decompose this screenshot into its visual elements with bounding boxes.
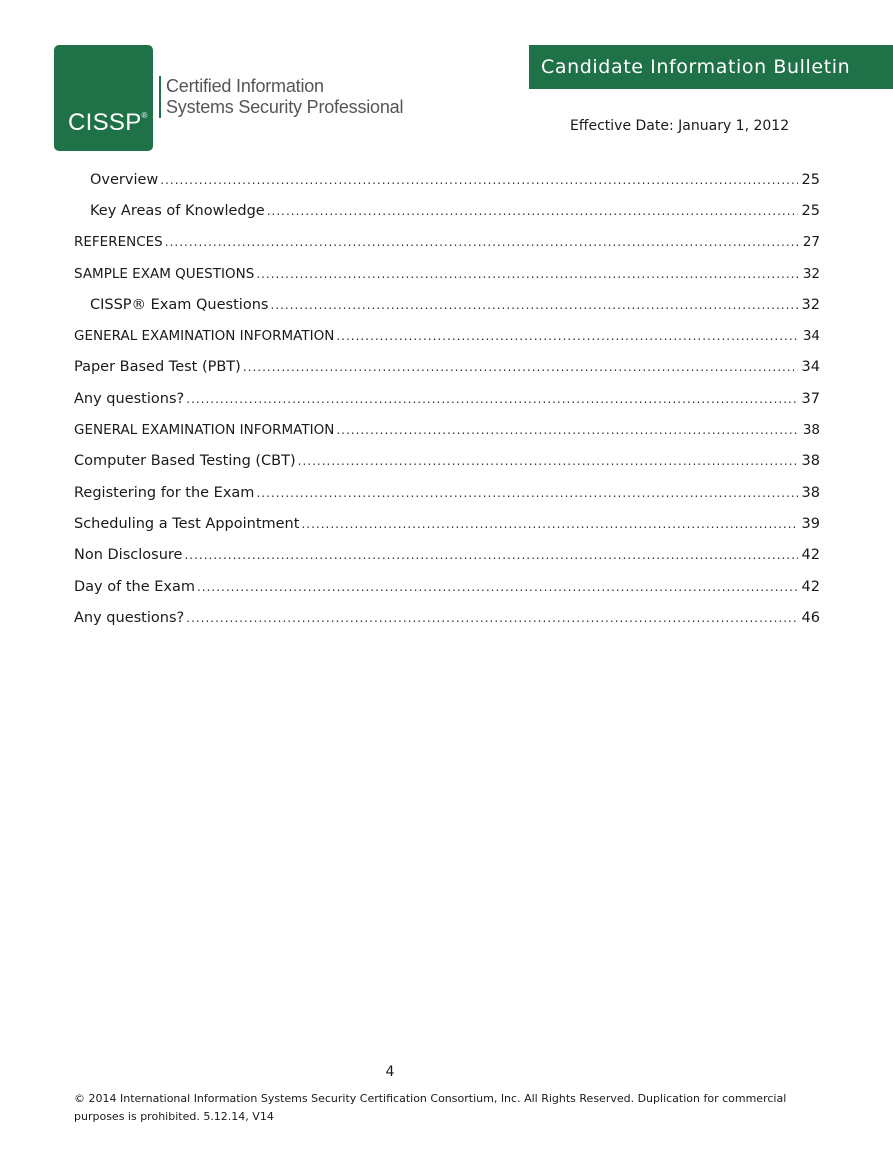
toc-entry-key-areas[interactable] (74, 195, 820, 226)
copyright-line1: © 2014 International Information Systems Security Certification Consortium, Inc. All Rights Reserved. Duplication for commercial (74, 1092, 787, 1105)
header-banner (529, 45, 893, 89)
toc-entry-references[interactable] (74, 227, 820, 258)
toc-entry-registering-for-exam[interactable] (74, 477, 820, 508)
copyright-line2: purposes is prohibited. 5.12.14, V14 (74, 1110, 274, 1123)
toc-dot-leader (336, 423, 799, 437)
toc-dot-leader (256, 267, 799, 281)
toc-entry-overview[interactable] (74, 164, 820, 195)
toc-entry-label: Computer Based Testing (CBT) (74, 453, 296, 470)
toc-dot-leader (184, 548, 797, 562)
toc-entry-label: SAMPLE EXAM QUESTIONS (74, 265, 255, 282)
toc-entry-cissp-exam-questions[interactable] (74, 289, 820, 320)
toc-entry-label: REFERENCES (74, 234, 163, 251)
effective-date: Effective Date: January 1, 2012 (570, 118, 790, 134)
toc-dot-leader (243, 360, 798, 374)
table-of-contents (74, 164, 820, 633)
toc-dot-leader (197, 580, 798, 594)
toc-entry-page: 34 (801, 359, 820, 376)
toc-entry-page: 32 (802, 265, 820, 282)
toc-entry-label: Any questions? (74, 390, 185, 407)
toc-entry-label: Any questions? (74, 609, 185, 626)
toc-entry-sample-exam-questions[interactable] (74, 258, 820, 289)
footer-copyright (74, 1090, 814, 1126)
logo-subtitle-line2: Systems Security Professional (166, 97, 404, 117)
logo-subtitle-line1: Certified Information (166, 76, 324, 96)
toc-dot-leader (186, 611, 797, 625)
toc-entry-label: Registering for the Exam (74, 484, 255, 501)
toc-entry-page: 27 (802, 234, 820, 251)
toc-dot-leader (298, 454, 798, 468)
toc-dot-leader (256, 486, 797, 500)
toc-entry-page: 42 (801, 547, 820, 564)
toc-entry-paper-based-test[interactable] (74, 352, 820, 383)
logo-subtitle (166, 76, 403, 118)
toc-entry-label: Key Areas of Knowledge (90, 202, 265, 219)
cissp-logo (54, 45, 153, 151)
logo-text: CISSP® (68, 109, 148, 136)
toc-entry-page: 37 (801, 390, 820, 407)
toc-entry-non-disclosure[interactable] (74, 540, 820, 571)
toc-entry-label: Paper Based Test (PBT) (74, 359, 241, 376)
toc-entry-page: 38 (801, 484, 820, 501)
toc-dot-leader (336, 329, 799, 343)
toc-entry-label: Scheduling a Test Appointment (74, 515, 300, 532)
toc-dot-leader (160, 173, 797, 187)
toc-dot-leader (267, 204, 798, 218)
toc-entry-page: 32 (801, 296, 820, 313)
toc-entry-any-questions-cbt[interactable] (74, 602, 820, 633)
toc-entry-page: 42 (801, 578, 820, 595)
toc-entry-label: Overview (90, 171, 159, 188)
toc-dot-leader (301, 517, 797, 531)
toc-entry-computer-based-testing[interactable] (74, 446, 820, 477)
toc-entry-general-exam-info-cbt[interactable] (74, 414, 820, 445)
page-number: 4 (385, 1064, 395, 1080)
toc-entry-label: Non Disclosure (74, 547, 183, 564)
toc-entry-page: 38 (802, 422, 820, 439)
toc-entry-any-questions-pbt[interactable] (74, 383, 820, 414)
toc-entry-page: 38 (801, 453, 820, 470)
toc-entry-page: 34 (802, 328, 820, 345)
toc-dot-leader (165, 235, 799, 249)
document-title: Candidate Information Bulletin (541, 56, 851, 78)
toc-entry-general-exam-info-pbt[interactable] (74, 320, 820, 351)
toc-entry-label: Day of the Exam (74, 578, 195, 595)
toc-dot-leader (186, 392, 797, 406)
toc-entry-page: 39 (801, 515, 820, 532)
toc-entry-label: CISSP® Exam Questions (90, 296, 269, 313)
toc-entry-scheduling-test-appointment[interactable] (74, 508, 820, 539)
toc-entry-page: 25 (801, 202, 820, 219)
toc-dot-leader (270, 298, 797, 312)
logo-divider (159, 76, 161, 118)
toc-entry-label: GENERAL EXAMINATION INFORMATION (74, 422, 335, 439)
toc-entry-day-of-exam[interactable] (74, 571, 820, 602)
toc-entry-page: 25 (801, 171, 820, 188)
toc-entry-label: GENERAL EXAMINATION INFORMATION (74, 328, 335, 345)
toc-entry-page: 46 (801, 609, 820, 626)
